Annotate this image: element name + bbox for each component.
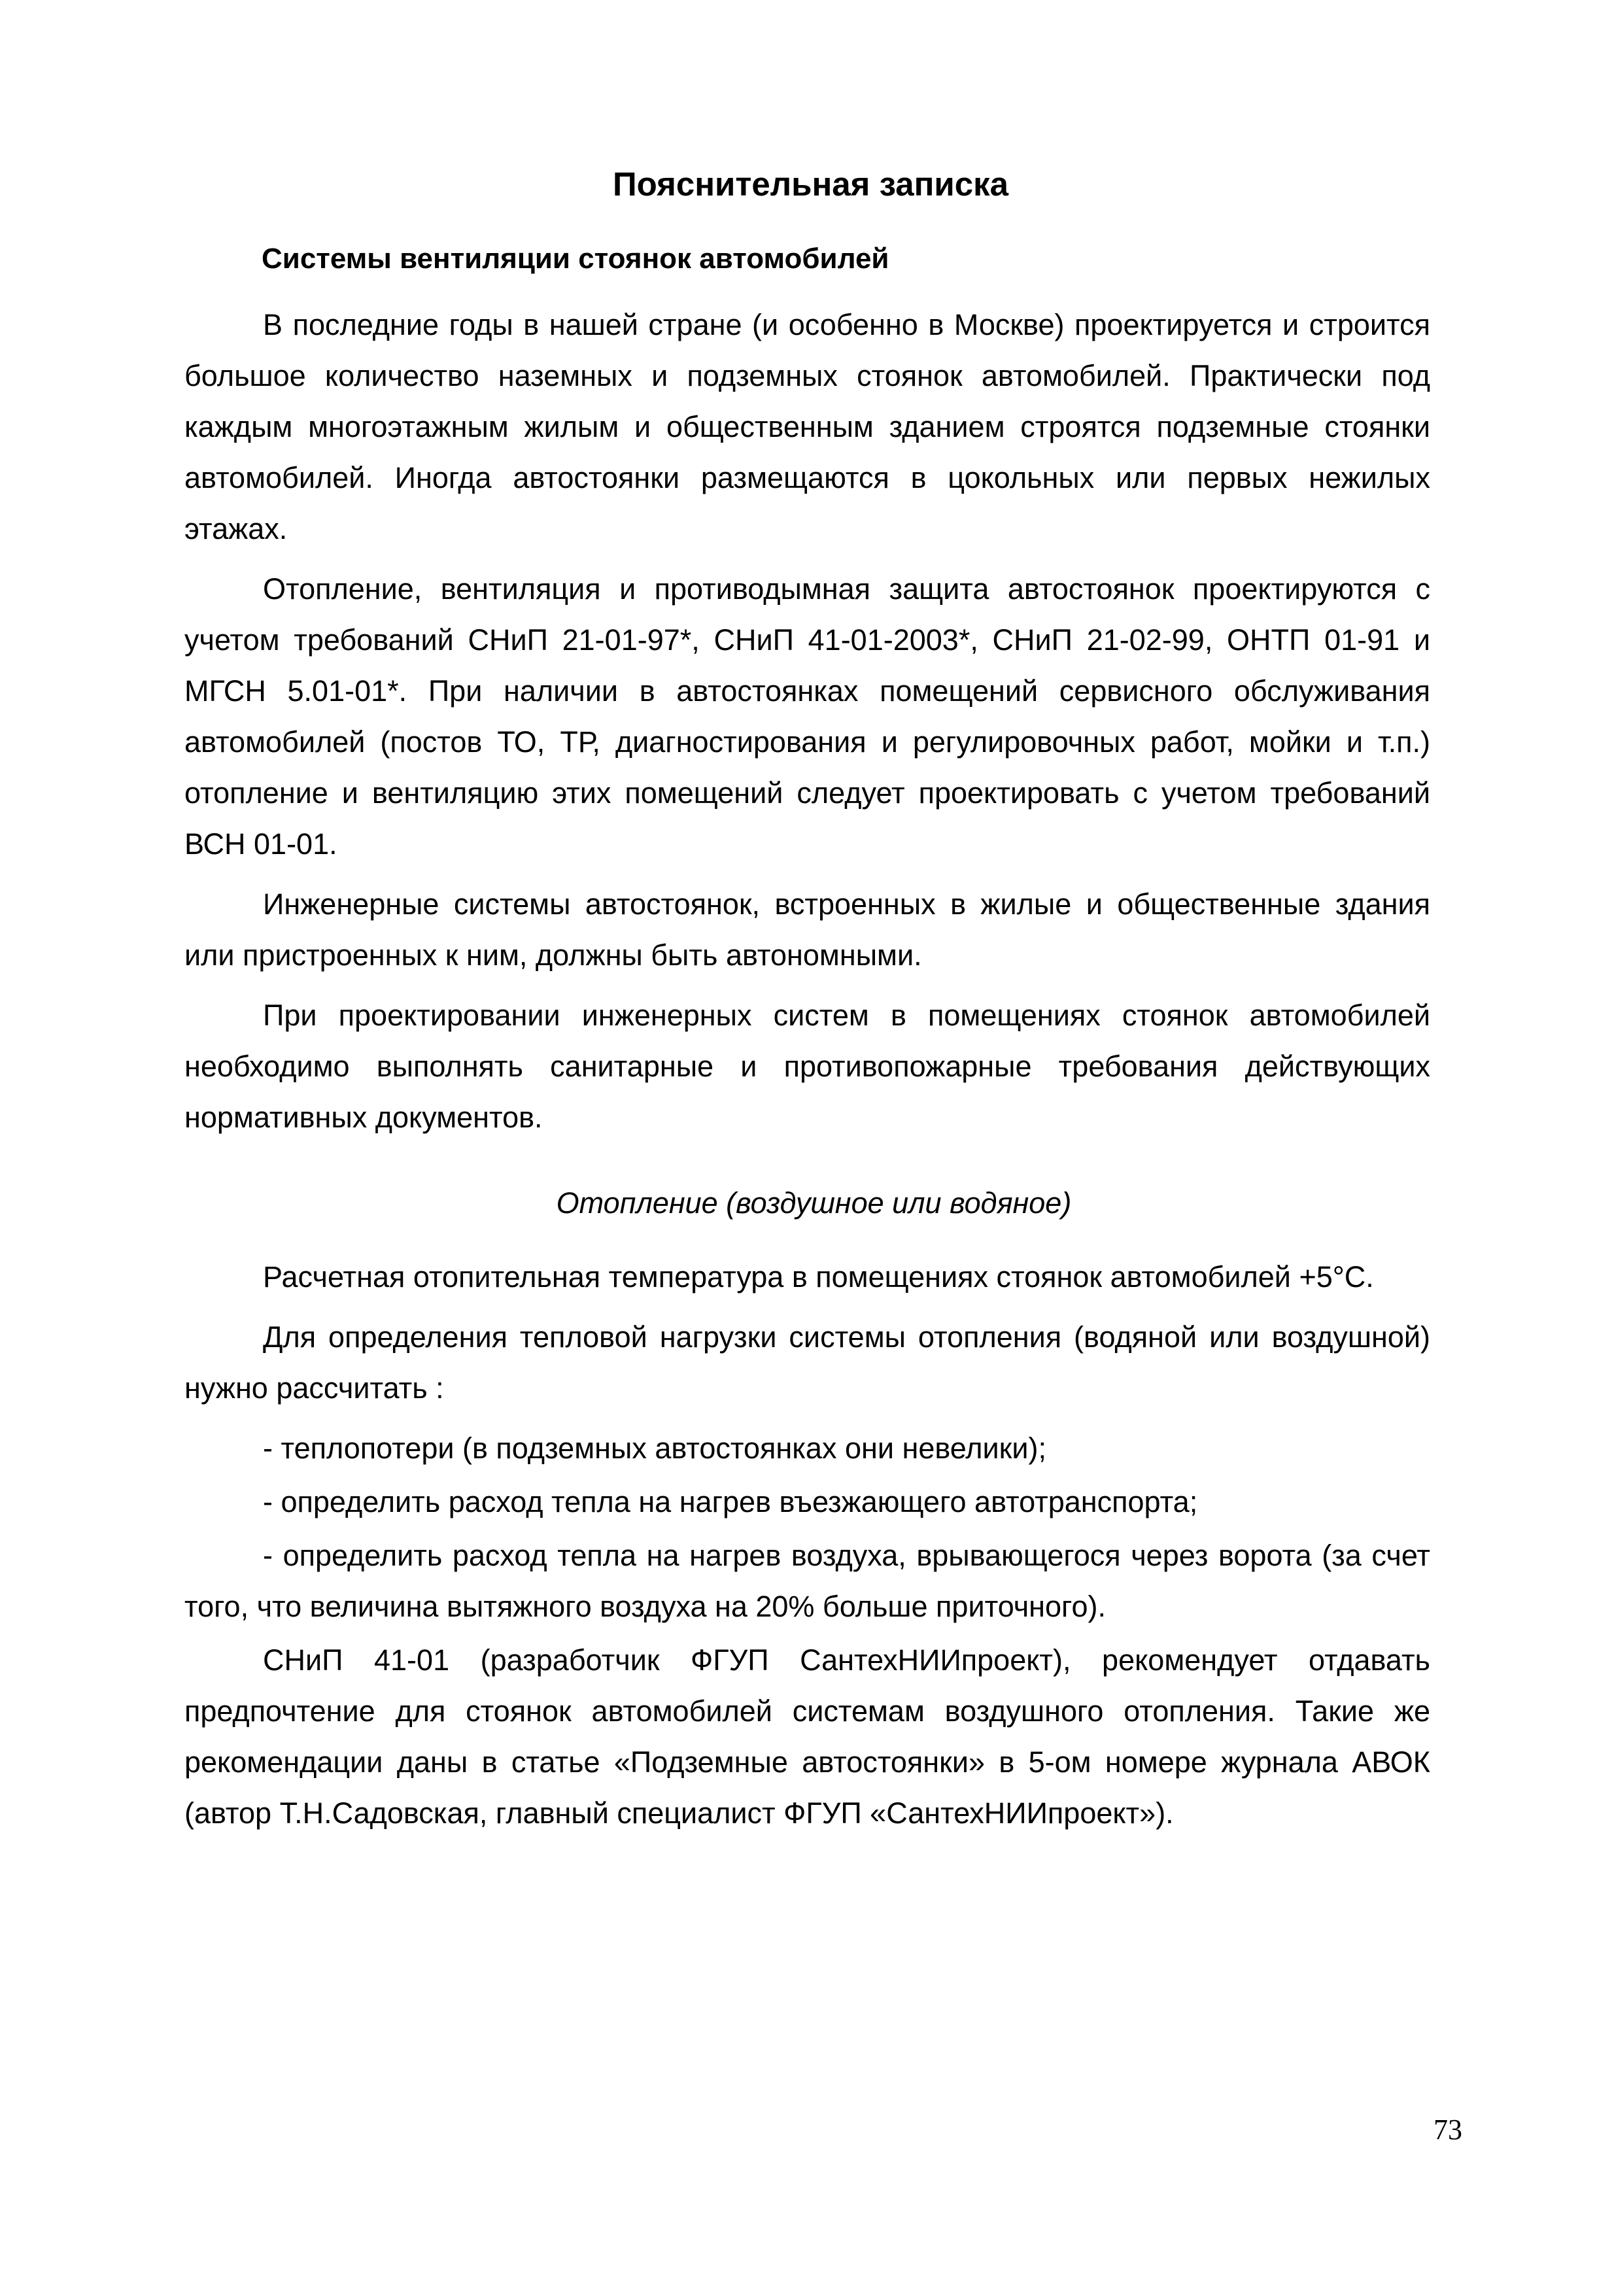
list-item: - определить расход тепла на нагрев въезжающего автотранспорта; xyxy=(263,1485,1198,1518)
list-item: - теплопотери (в подземных автостоянках они невелики); xyxy=(263,1431,1046,1465)
paragraph-intro: В последние годы в нашей стране (и особенно в Москве) проектируется и строится большое количество наземных и подземных стоянок автомобилей. Практически под каждым многоэтажным жилым и общественным зданием строятся подземные стоянки автомобилей. Иногда автостоянки размещаются в цокольных или первых нежилых этажах. xyxy=(184,308,1430,545)
subheading-heating: Отопление (воздушное или водяное) xyxy=(556,1186,1072,1220)
paragraph-heat-load: Для определения тепловой нагрузки системы отопления (водяной или воздушной) нужно рассчитать : xyxy=(184,1320,1430,1405)
section-title: Системы вентиляции стоянок автомобилей xyxy=(262,243,889,275)
page-number: 73 xyxy=(1434,2114,1462,2146)
paragraph-standards: Отопление, вентиляция и противодымная защита автостоянок проектируются с учетом требований СНиП 21-01-97*, СНиП 41-01-2003*, СНиП 21-02-99, ОНТП 01-91 и МГСН 5.01-01*. При наличии в автостоянках помещений сервисного обслуживания автомобилей (постов ТО, ТР, диагностирования и регулировочных работ, мойки и т.п.) отопление и вентиляцию этих помещений следует проектировать с учетом требований ВСН 01-01. xyxy=(184,572,1430,861)
paragraph-design-temperature: Расчетная отопительная температура в помещениях стоянок автомобилей +5°С. xyxy=(263,1260,1374,1294)
paragraph-recommendation: СНиП 41-01 (разработчик ФГУП СантехНИИпроект), рекомендует отдавать предпочтение для стоянок автомобилей системам воздушного отопления. Такие же рекомендации даны в статье «Подземные автостоянки» в 5-ом номере журнала АВОК (автор Т.Н.Садовская, главный специалист ФГУП «СантехНИИпроект»). xyxy=(184,1643,1430,1830)
document-body xyxy=(184,163,1430,1848)
list-item: - определить расход тепла на нагрев воздуха, врывающегося через ворота (за счет того, что величина вытяжного воздуха на 20% больше приточного). xyxy=(184,1539,1430,1623)
paragraph-autonomous-systems: Инженерные системы автостоянок, встроенных в жилые и общественные здания или пристроенных к ним, должны быть автономными. xyxy=(184,887,1430,972)
document-title: Пояснительная записка xyxy=(612,165,1009,203)
paragraph-requirements: При проектировании инженерных систем в помещениях стоянок автомобилей необходимо выполнять санитарные и противопожарные требования действующих нормативных документов. xyxy=(184,999,1430,1134)
